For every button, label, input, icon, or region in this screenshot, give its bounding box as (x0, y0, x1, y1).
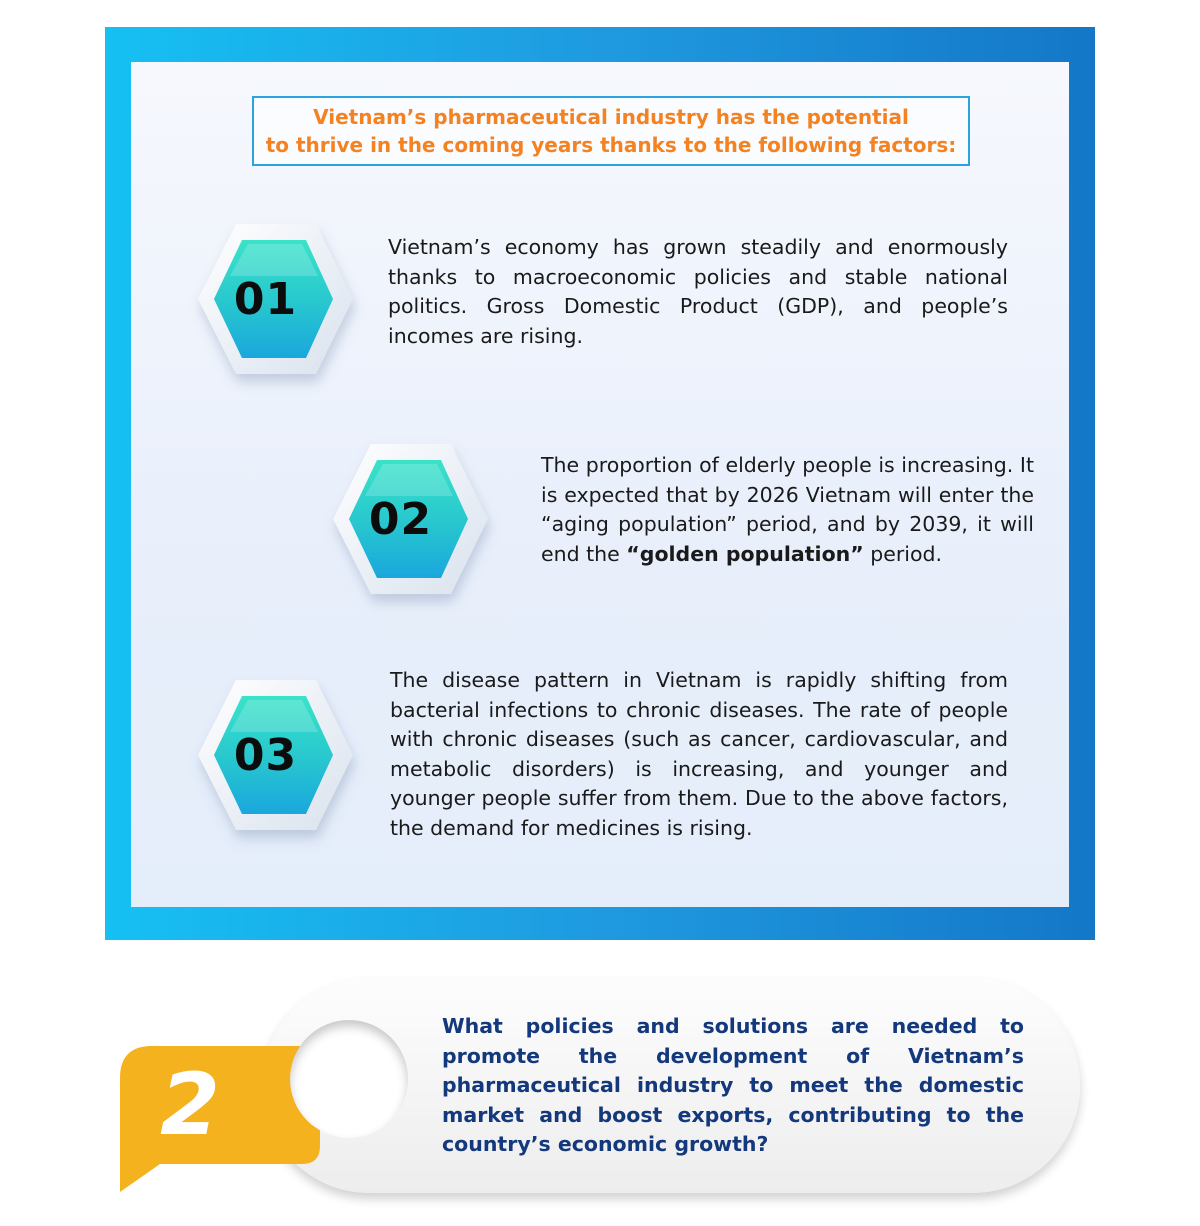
question-text: What policies and solutions are needed to promote the development of Vietnam’s pharmaceutical industry to meet the domestic market and boost exports, contributing to the country’s economic growth? (442, 1014, 1024, 1156)
pill-ring-hole (290, 1020, 408, 1138)
factor-02-number: 02 (368, 493, 433, 545)
factors-heading-line-2: to thrive in the coming years thanks to the following factors: (265, 133, 957, 157)
question-number: 2 (160, 1055, 220, 1155)
factor-02-hexagon-icon (333, 434, 493, 604)
factor-02-text (541, 451, 1034, 569)
factor-03-text: The disease pattern in Vietnam is rapidly shifting from bacterial infections to chronic diseases. The rate of people with chronic diseases (such as cancer, cardiovascular, and metabolic disorders) is increasing, and younger and younger people suffer from them. Due to the above factors, the demand for medicines is rising. (390, 668, 1008, 840)
factors-heading-box (252, 96, 970, 166)
factor-02-text-end: period. (863, 541, 943, 566)
factor-02-text-emphasis: “golden population” (626, 541, 864, 566)
factor-03-number: 03 (233, 729, 298, 781)
factor-01-text: Vietnam’s economy has grown steadily and enormously thanks to macroeconomic policies and stable national politics. Gross Domestic Product (GDP), and people’s incomes are rising. (388, 235, 1008, 348)
factor-02-text-main: The proportion of elderly people is increasing. It is expected that by 2026 Vietnam will enter the “aging population” period, and by 2039, it will end the (541, 453, 1034, 566)
factor-01-hexagon-icon (198, 214, 358, 384)
factors-heading-line-1: Vietnam’s pharmaceutical industry has the potential (313, 105, 909, 129)
factor-01-number: 01 (233, 273, 298, 325)
factor-03-hexagon-icon (198, 670, 358, 840)
